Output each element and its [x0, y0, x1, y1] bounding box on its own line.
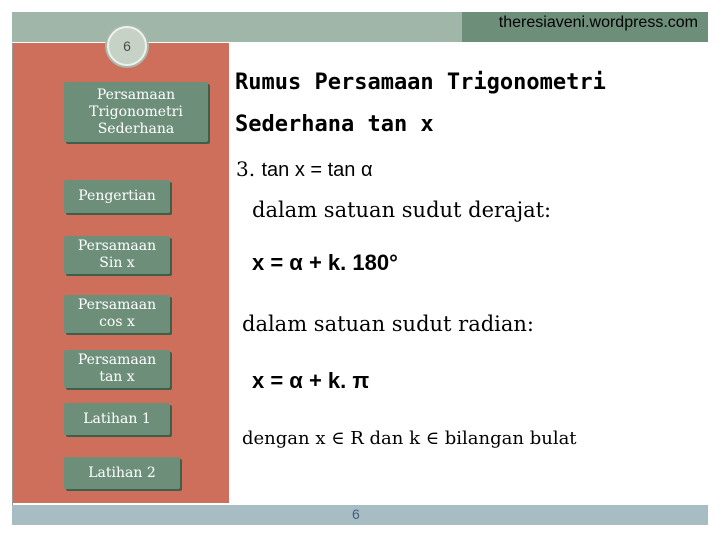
nav-label: Persamaan Sin x — [77, 238, 157, 271]
nav-persamaan-sin-x[interactable] — [64, 236, 170, 274]
nav-label: Persamaan Trigonometri Sederhana — [89, 86, 183, 137]
radian-label: dalam satuan sudut radian: — [242, 312, 534, 336]
condition-text: dengan x ∈ R dan k ∈ bilangan bulat — [242, 428, 577, 449]
divider — [12, 43, 13, 505]
footer-bar — [12, 505, 708, 525]
nav-label: Persamaan cos x — [77, 297, 157, 330]
nav-label: Persamaan tan x — [77, 352, 157, 385]
slide-title-line1: Rumus Persamaan Trigonometri — [235, 70, 606, 95]
equation-line — [236, 157, 373, 182]
degree-formula: x = α + k. 180° — [252, 250, 398, 275]
top-bar-highlight — [12, 12, 462, 42]
slide-number: 6 — [123, 38, 131, 54]
page-number: 6 — [352, 506, 360, 522]
radian-formula: x = α + k. π — [252, 368, 370, 393]
nav-label: Latihan 1 — [83, 410, 151, 427]
slide-number-badge — [107, 26, 147, 66]
nav-label: Pengertian — [78, 188, 156, 204]
equation: tan x = tan α — [261, 159, 373, 181]
slide-title-line2: Sederhana tan x — [235, 112, 434, 137]
item-number: 3. — [236, 157, 256, 181]
degree-label: dalam satuan sudut derajat: — [252, 198, 552, 222]
nav-persamaan-tan-x[interactable] — [64, 350, 170, 388]
nav-persamaan-cos-x[interactable] — [64, 295, 170, 333]
nav-latihan-2[interactable] — [64, 457, 180, 489]
site-url: theresiaveni.wordpress.com — [498, 14, 698, 31]
nav-pengertian[interactable] — [64, 180, 170, 213]
nav-label: Latihan 2 — [88, 464, 156, 481]
nav-persamaan-trigonometri-sederhana[interactable] — [64, 82, 208, 142]
nav-latihan-1[interactable] — [64, 403, 170, 435]
